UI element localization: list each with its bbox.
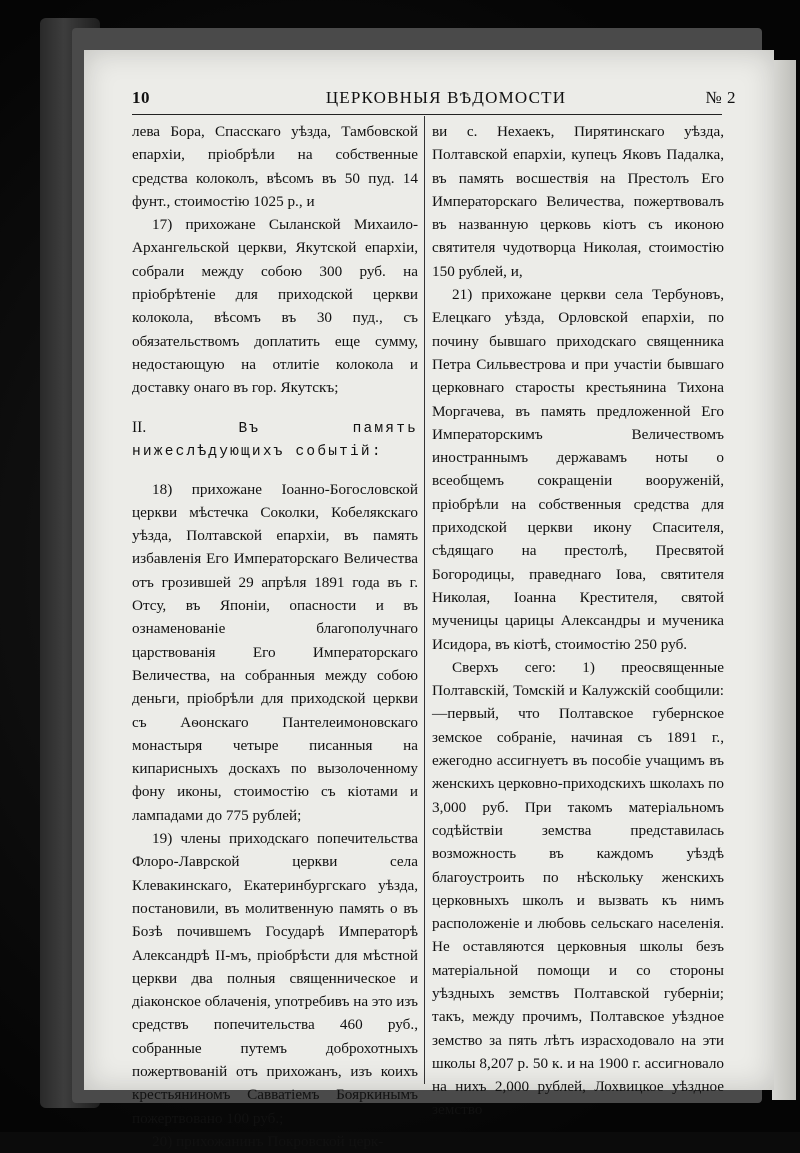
running-header	[126, 86, 766, 112]
section-number: II.	[132, 418, 147, 436]
section-title: Въ память нижеслѣдующихъ событій:	[132, 420, 418, 460]
paragraph-continuation-20: ви с. Нехаекъ, Пирятинскаго уѣзда, Полтавской епархіи, купецъ Яковъ Падалка, въ память восшествія на Престолъ Его Императорскаго Величества, пожертвовалъ въ названную церковь кіотъ съ иконою святителя чудотворца Николая, стоимостію 150 рублей, и,	[432, 123, 724, 280]
page-stack-edge	[772, 60, 796, 1100]
paragraph-continuation: лева Бора, Спасскаго уѣзда, Тамбовской епархіи, пріобрѣли на собственные средства колоколъ, вѣсомъ въ 50 пуд. 14 фунт., стоимостію 1025 р., и	[132, 123, 418, 210]
section-heading	[132, 416, 418, 464]
issue-number: № 2	[705, 88, 736, 107]
column-divider	[424, 116, 425, 1084]
journal-title: ЦЕРКОВНЫЯ ВѢДОМОСТИ	[325, 88, 567, 107]
header-rule	[132, 114, 722, 115]
paragraph-item-19: 19) члены приходскаго попечительства Флоро-Лаврской церкви села Клевакинскаго, Екатеринбургскаго уѣзда, постановили, въ молитвенную память о въ Бозѣ почившемъ Государѣ Императорѣ Александрѣ II-мъ, пріобрѣсти для мѣстной церкви два полныя священническое и діаконское облаченія, употребивъ на это изъ средствъ попечительства 460 руб., собранные путемъ доброхотныхъ пожертвованій отъ прихожанъ, изъ коихъ крестьяниномъ Савватіемъ Бояркинымъ пожертвовано 100 руб.;	[132, 830, 418, 1127]
paragraph-item-18: 18) прихожане Іоанно-Богословской церкви мѣстечка Соколки, Кобелякскаго уѣзда, Полтавской епархіи, въ память избавленія Его Императорскаго Величества отъ грозившей 29 апрѣля 1891 года въ г. Отсу, въ Японіи, опасности и въ ознаменованіе благополучнаго царствованія Его Императорскаго Величества, на собранныя между собою деньги, пріобрѣли для приходской церкви съ Аѳонскаго Пантелеимоновскаго монастыря четыре писанныя на кипарисныхъ доскахъ по вызолоченному фону иконы, стоимостію съ кіотами и лампадами до 775 рублей;	[132, 480, 418, 824]
page-number: 10	[132, 88, 150, 107]
right-column	[432, 120, 724, 1122]
paragraph-item-20: 20) прихожанинъ Покровской церк-	[152, 1132, 384, 1150]
book-page	[84, 50, 774, 1150]
paragraph-item-21: 21) прихожане церкви села Тербуновъ, Елецкаго уѣзда, Орловской епархіи, по почину бывшаго приходскаго священника Петра Сильвестрова и при участіи бывшаго церковнаго старосты крестьянина Тихона Моргачева, въ память предложенной Его Императорскимъ Величествомъ иностраннымъ державамъ ноты о всеобщемъ сокращеніи вооруженій, пріобрѣли на собственныя средства для приходской церкви икону Спасителя, сѣдящаго на престолѣ, Пресвятой Богородицы, праведнаго Іова, святителя Николая, Іоанна Крестителя, святой мученицы царицы Александры и мученика Исидора, въ кіотѣ, стоимостію 250 руб.	[432, 286, 724, 653]
left-column	[132, 120, 418, 1153]
paragraph-item-17: 17) прихожане Сыланской Михаило-Архангельской церкви, Якутской епархіи, собрали между собою 300 руб. на пріобрѣтеніе для приходской церкви колокола, вѣсомъ въ 30 пуд., съ обязательствомъ доплатить еще сумму, недостающую на отлитіе колокола и доставку онаго въ гор. Якутскъ;	[132, 216, 418, 397]
paragraph-moreover: Сверхъ сего: 1) преосвященные Полтавскій, Томскій и Калужскій сообщили:—первый, что Полтавское губернское земское собраніе, начиная съ 1891 г., ежегодно ассигнуетъ въ пособіе учащимъ въ женскихъ церковно-приходскихъ школахъ по 3,000 руб. При такомъ матеріальномъ содѣйствіи земства представилась возможность въ каждомъ уѣздѣ благоустроить по нѣскольку женскихъ церковныхъ школъ и вызвать къ нимъ расположеніе и любовь сельскаго населенія. Не оставляются церковныя школы безъ матеріальной помощи и со стороны уѣздныхъ земствъ Полтавской губерніи; такъ, между прочимъ, Полтавское уѣздное земство за пять лѣтъ израсходовало на эти школы 8,207 р. 50 к. и на 1900 г. ассигновало на нихъ 2,000 рублей, Лохвицкое уѣздное земство	[432, 658, 724, 1119]
